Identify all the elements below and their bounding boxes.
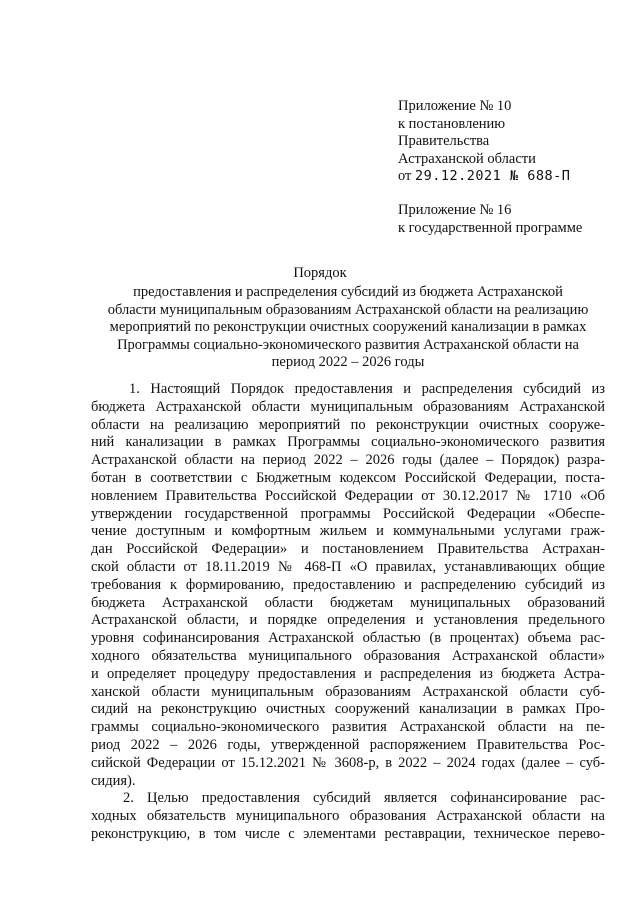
attachment-region: Астраханской области (398, 150, 536, 167)
paragraph-1-line: утверждении государственной программы Российской Федерации «Обеспе- (91, 505, 605, 522)
paragraph-1-line: новлением Правительства Российской Федерации от 30.12.2017 № 1710 «Об (91, 487, 605, 504)
paragraph-1-line: сийской Федерации от 15.12.2021 № 3608-р, в 2022 – 2024 годах (далее – суб- (91, 754, 605, 771)
paragraph-1-line: ханской области муниципальным образованиям Астраханской области суб- (91, 683, 605, 700)
document-title: Порядок (293, 265, 347, 281)
attachment-date-line (398, 168, 570, 186)
paragraph-1-line: сидия). (91, 772, 136, 789)
document-subtitle (92, 284, 604, 372)
paragraph-1-line: ходного обязательства муниципального образования Астраханской области» (91, 647, 605, 664)
attachment-date-stamp: 29.12.2021 № 688-П (415, 168, 571, 184)
attachment-to-resolution: к постановлению (398, 115, 506, 132)
paragraph-1-line: уровня софинансирования Астраханской областью (в процентах) объема рас- (91, 630, 605, 647)
paragraph-1-line: чение доступным и комфортным жильем и коммунальными услугами граж- (91, 523, 605, 540)
paragraph-1-line: риод 2022 – 2026 годы, утвержденной распоряжением Правительства Рос- (91, 736, 605, 753)
attachment-number: Приложение № 10 (398, 98, 512, 114)
subtitle-line: области муниципальным образованиям Астраханской области на реализацию (107, 301, 589, 318)
subtitle-line: мероприятий по реконструкции очистных сооружений канализации в рамках (109, 319, 587, 335)
document-body (91, 381, 605, 844)
paragraph-1-line: и определяет процедуру предоставления и распределения из бюджета Астра- (91, 665, 605, 682)
subtitle-line: предоставления и распределения субсидий из бюджета Астраханской (133, 284, 563, 300)
paragraph-1-line: требования к формированию, предоставлению и распределению субсидий из (91, 576, 605, 593)
paragraph-1-line: граммы социально-экономического развития Астраханской области на пе- (91, 719, 605, 736)
paragraph-1-line: дан Российской Федерации» и постановлением Правительства Астрахан- (91, 541, 605, 558)
paragraph-1-line: Астраханской области на период 2022 – 2026 годы (далее – Порядок) разра- (91, 452, 605, 469)
program-attachment-header (398, 202, 582, 237)
paragraph-2-line: 2. Целью предоставления субсидий является софинансирование рас- (123, 790, 605, 807)
program-attachment-ref: к государственной программе (398, 219, 583, 236)
subtitle-line: Программы социально-экономического развития Астраханской области на (117, 336, 579, 353)
paragraph-2-line: ходных обязательств муниципального образования Астраханской области на (91, 808, 605, 825)
paragraph-1-line: сидий на реконструкцию очистных сооружений канализации в рамках Про- (91, 701, 605, 718)
paragraph-1-line: ний канализации в рамках Программы социально-экономического развития (91, 434, 605, 451)
paragraph-2-line: реконструкцию, в том числе с элементами реставрации, техническое перево- (91, 825, 605, 842)
attachment-date-prefix: от (398, 168, 412, 184)
subtitle-line: период 2022 – 2026 годы (271, 354, 425, 370)
paragraph-1-line: области на реализацию мероприятий по реконструкции очистных сооруже- (91, 416, 605, 433)
paragraph-1-line: 1. Настоящий Порядок предоставления и распределения субсидий из (129, 381, 605, 397)
attachment-government: Правительства (398, 133, 490, 149)
paragraph-1-line: ской области от 18.11.2019 № 468-П «О правилах, устанавливающих общие (91, 558, 605, 575)
paragraph-1-line: Астраханской области, и порядке определения и установления предельного (91, 612, 605, 629)
paragraph-1-line: бюджета Астраханской области бюджетам муниципальных образований (91, 594, 605, 611)
paragraph-1-line: бюджета Астраханской области муниципальным образованиям Астраханской (91, 398, 605, 415)
paragraph-1-line: ботан в соответствии с Бюджетным кодексом Российской Федерации, поста- (91, 469, 605, 486)
program-attachment-number: Приложение № 16 (398, 202, 512, 218)
attachment-header (398, 98, 570, 186)
